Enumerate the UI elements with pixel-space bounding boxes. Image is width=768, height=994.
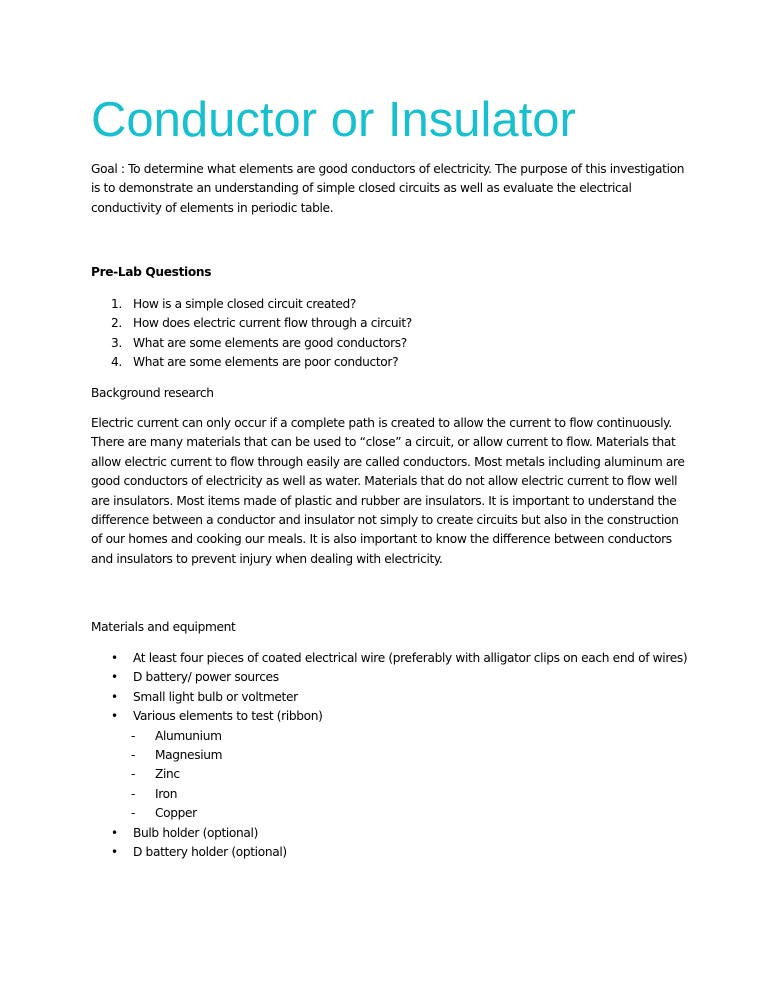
question-number: 3. (111, 335, 122, 350)
prelab-question (91, 295, 412, 314)
materials-item (91, 649, 751, 668)
bullet-icon: • (111, 709, 118, 724)
element-item (131, 746, 751, 765)
materials-item-text: At least four pieces of coated electrical wire (preferably with alligator clips on each end of wires) (133, 651, 688, 665)
prelab-question (91, 334, 412, 353)
question-text: What are some elements are good conductors? (133, 335, 407, 350)
question-text: How does electric current flow through a circuit? (133, 316, 412, 331)
materials-item-text: Bulb holder (optional) (133, 825, 258, 840)
materials-item-text: Various elements to test (ribbon) (133, 709, 323, 724)
materials-item (91, 824, 751, 843)
goal-paragraph: Goal : To determine what elements are good conductors of electricity. The purpose of this investigation is to demonstrate an understanding of simple closed circuits as well as evaluate the electrical conductivity of elements in periodic table. (91, 162, 685, 215)
question-text: What are some elements are poor conductor? (133, 355, 399, 370)
elements-sublist (133, 727, 751, 824)
prelab-question (91, 314, 412, 333)
materials-item (91, 707, 751, 823)
element-name: Iron (155, 786, 178, 801)
background-paragraph: Electric current can only occur if a complete path is created to allow the current to flow continuously. There are many materials that can be used to “close” a circuit, or allow current to flow. Materials that allow electric current to flow through easily are called conductors. Most metals including aluminum are good conductors of electricity as well as water. Materials that do not allow electric current to flow well are insulators. Most items made of plastic and rubber are insulators. It is important to understand the difference between a conductor and insulator not simply to create circuits but also in the construction of our homes and cooking our meals. It is also important to know the difference between conductors and insulators to prevent injury when dealing with electricity. (91, 416, 685, 566)
bullet-icon: • (111, 651, 118, 665)
prelab-question-list (91, 295, 412, 373)
dash-icon: - (131, 767, 136, 782)
dash-icon: - (131, 806, 136, 821)
materials-item (91, 668, 751, 687)
element-name: Zinc (155, 767, 180, 782)
materials-heading: Materials and equipment (91, 620, 236, 634)
bullet-icon: • (111, 670, 118, 685)
materials-item (91, 688, 751, 707)
materials-item-text: Small light bulb or voltmeter (133, 689, 298, 704)
element-name: Magnesium (155, 748, 223, 763)
prelab-question (91, 353, 412, 372)
element-name: Copper (155, 806, 197, 821)
prelab-heading: Pre-Lab Questions (91, 265, 212, 279)
materials-item-text: D battery holder (optional) (133, 845, 287, 860)
element-item (131, 765, 751, 784)
question-number: 4. (111, 355, 122, 370)
bullet-icon: • (111, 845, 118, 860)
element-item (131, 804, 751, 823)
element-item (131, 727, 751, 746)
element-name: Alumunium (155, 728, 222, 743)
bullet-icon: • (111, 689, 118, 704)
materials-item-text: D battery/ power sources (133, 670, 279, 685)
dash-icon: - (131, 786, 136, 801)
document-title: Conductor or Insulator (91, 93, 576, 147)
element-item (131, 785, 751, 804)
background-heading: Background research (91, 386, 214, 400)
question-number: 2. (111, 316, 122, 331)
materials-item (91, 843, 751, 862)
question-number: 1. (111, 297, 122, 311)
bullet-icon: • (111, 825, 118, 840)
materials-list (91, 649, 751, 862)
dash-icon: - (131, 728, 136, 743)
dash-icon: - (131, 748, 136, 763)
question-text: How is a simple closed circuit created? (133, 297, 357, 311)
